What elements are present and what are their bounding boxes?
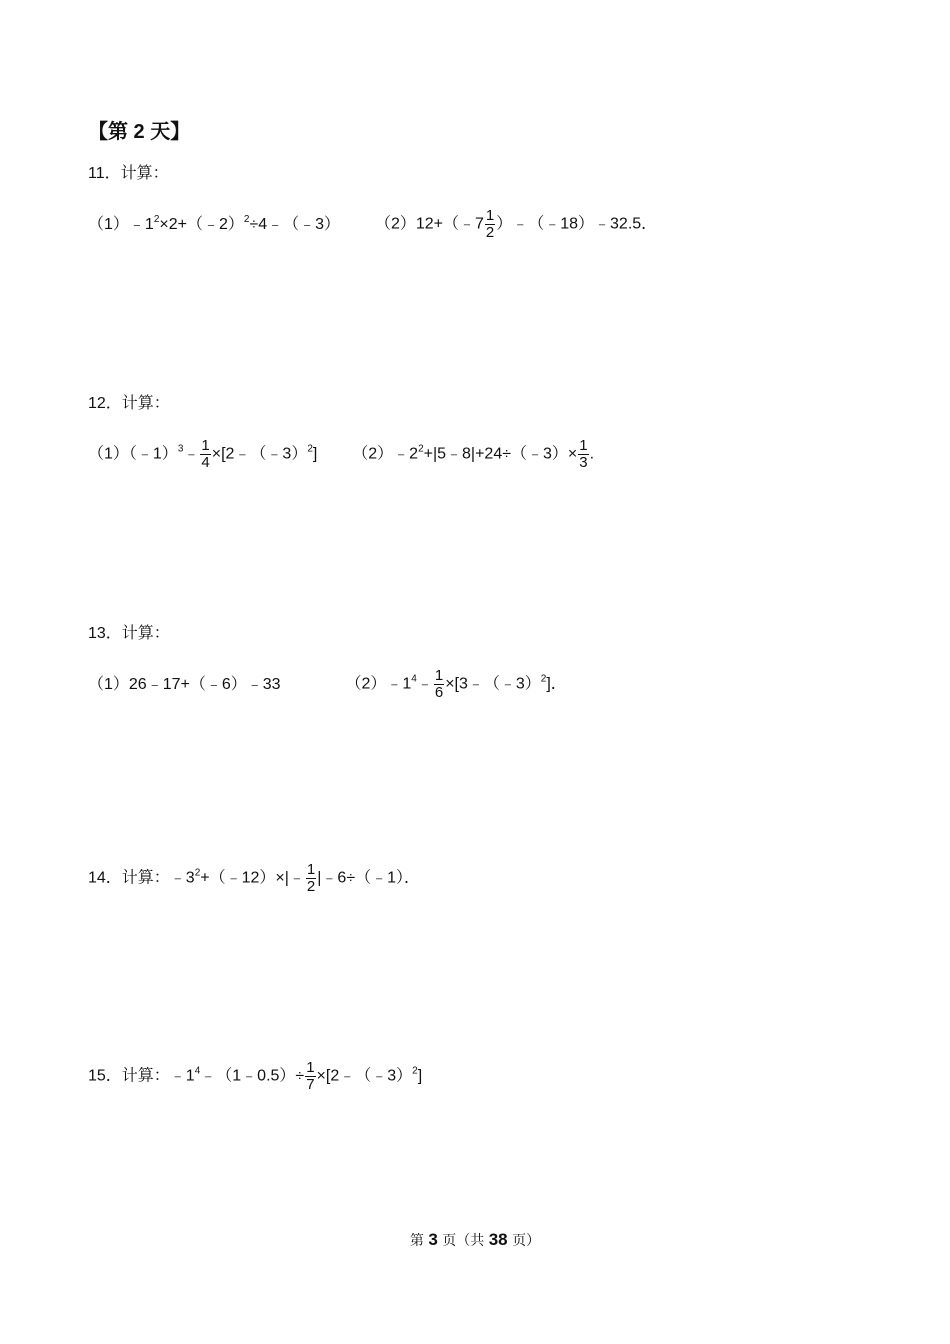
q11-part1: $(1)﹣1^2\times 2+(﹣2)^2\div 4﹣(﹣3)$ [88, 213, 341, 233]
page-number: 3 [428, 1230, 438, 1249]
fraction: $\frac{1}{6}$ [434, 667, 444, 701]
page-total: 38 [488, 1230, 508, 1249]
q13-heading: 13．计算： [88, 625, 170, 642]
q15-expression: 15．计算：$﹣1^4﹣(1﹣0.5)\div$ $\frac{1}{7}$ ×[2﹣（﹣3）$^2$] [88, 1059, 423, 1093]
q13-expression [88, 668, 567, 701]
fraction: $\frac{1}{7}$ [306, 1059, 315, 1093]
q12-part1: （1）（﹣1）$^3$﹣ $\frac{1}{4}$ ×[2﹣（﹣3）$^2$] [88, 437, 318, 471]
section-title: 【第 2 天】 [88, 121, 191, 143]
q12-heading: 12．计算： [88, 395, 170, 412]
q14-expression: 14．计算：$﹣3^2+(﹣12)\times|﹣$ $\frac{1}{2}$ |﹣6÷（﹣1）． [88, 861, 421, 895]
q11-part2: （2）12+（﹣7 $\frac{1}{2}$ ）﹣（﹣18）﹣32.5． [374, 207, 658, 241]
q12-expression [88, 438, 594, 471]
q11-expression [88, 208, 657, 241]
q13-part2: $(2)﹣1^4﹣$ $\frac{1}{6}$ ×[3﹣（﹣3）$^2$]． [345, 667, 567, 701]
fraction: $\frac{1}{2}$ [485, 207, 495, 241]
q11-heading: 11．计算： [88, 165, 169, 182]
q12-part2: $(2)﹣2^2+|5﹣8|+24\div(﹣3)\times$ $\frac{1}{3}$ . [352, 437, 595, 471]
page-footer: 第 3 页（共 38 页） [409, 1230, 541, 1249]
fraction: $\frac{1}{2}$ [306, 861, 316, 895]
q13-part1: （1）26﹣17+（﹣6）﹣33 [88, 675, 281, 693]
fraction: $\frac{1}{3}$ [579, 437, 588, 471]
fraction: $\frac{1}{4}$ [201, 437, 210, 471]
